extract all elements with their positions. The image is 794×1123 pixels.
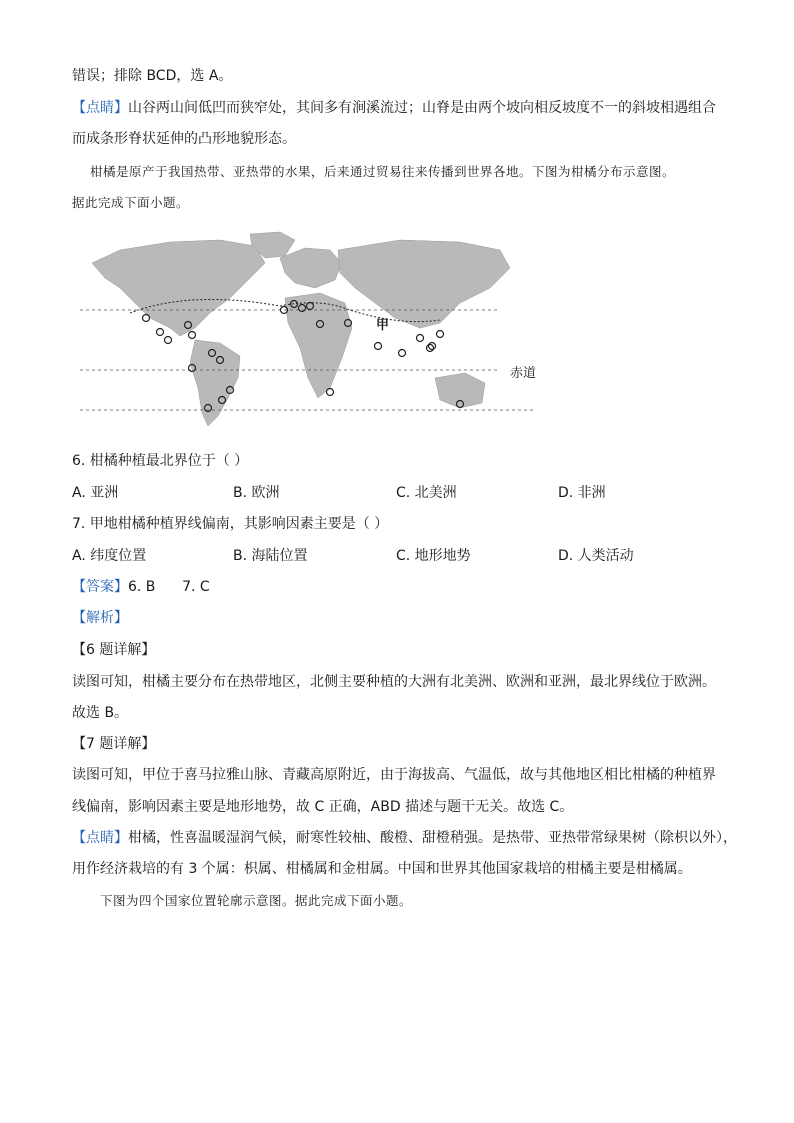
marker <box>327 389 334 396</box>
q7-option-b: B. 海陆位置 <box>233 548 308 564</box>
marker <box>399 350 406 357</box>
intro-next: 下图为四个国家位置轮廓示意图。据此完成下面小题。 <box>100 893 413 908</box>
tip2-p2: 用作经济栽培的有 3 个属：枳属、柑橘属和金柑属。中国和世界其他国家栽培的柑橘主要是柑橘属。 <box>72 861 692 877</box>
tip-line-2: 而成条形脊状延伸的凸形地貌形态。 <box>72 131 296 147</box>
q6-option-b: B. 欧洲 <box>233 485 280 501</box>
q7-option-c: C. 地形地势 <box>396 548 471 564</box>
q6-option-a: A. 亚洲 <box>72 485 119 501</box>
d7-tag: 【7 题详解】 <box>72 736 156 752</box>
intro-line-2: 据此完成下面小题。 <box>72 195 190 210</box>
q7-stem: 7. 甲地柑橘种植界线偏南，其影响因素主要是（ ） <box>72 516 389 532</box>
answer-text: 6. B 7. C <box>128 579 210 595</box>
marker <box>165 337 172 344</box>
marker <box>437 331 444 338</box>
marker <box>429 343 436 350</box>
q6-option-d: D. 非洲 <box>558 485 606 501</box>
q6-stem: 6. 柑橘种植最北界位于（ ） <box>72 453 249 469</box>
d6-p1: 读图可知，柑橘主要分布在热带地区，北侧主要种植的大洲有北美洲、欧洲和亚洲，最北界线位于欧洲。 <box>72 674 716 690</box>
q6-option-c: C. 北美洲 <box>396 485 457 501</box>
europe <box>280 248 342 288</box>
tip-text: 山谷两山间低凹而狭窄处，其间多有涧溪流过；山脊是由两个坡向相反坡度不一的斜坡相遇组合 <box>128 100 716 116</box>
asia <box>338 240 510 328</box>
tip2-tag: 【点睛】 <box>72 830 128 846</box>
tip2-line-1 <box>72 829 737 847</box>
text-line-1: 错误；排除 BCD，选 A。 <box>72 68 233 84</box>
d7-p1: 读图可知，甲位于喜马拉雅山脉、青藏高原附近，由于海拔高、气温低，故与其他地区相比柑橘的种植界 <box>72 767 716 783</box>
marker <box>427 345 434 352</box>
citrus-distribution-map <box>80 228 536 438</box>
continents <box>92 232 510 426</box>
d6-tag: 【6 题详解】 <box>72 642 156 658</box>
tip2-p1: 柑橘，性喜温暖湿润气候，耐寒性较柚、酸橙、甜橙稍强。是热带、亚热带常绿果树（除枳以外）， <box>128 830 737 846</box>
australia <box>435 373 485 408</box>
marker <box>143 315 150 322</box>
d7-p2: 线偏南，影响因素主要是地形地势，故 C 正确，ABD 描述与题干无关。故选 C。 <box>72 799 574 815</box>
marker <box>157 329 164 336</box>
label-equator: 赤道 <box>510 366 537 381</box>
world-map-svg <box>80 228 536 438</box>
marker <box>375 343 382 350</box>
q7-option-d: D. 人类活动 <box>558 548 634 564</box>
answer-line <box>72 578 210 596</box>
africa <box>285 293 352 398</box>
analysis-tag: 【解析】 <box>72 610 128 626</box>
tip-line-1 <box>72 99 716 117</box>
d6-p2: 故选 B。 <box>72 705 129 721</box>
tip-tag: 【点睛】 <box>72 100 128 116</box>
marker <box>189 332 196 339</box>
label-jia: 甲 <box>376 318 390 333</box>
q7-option-a: A. 纬度位置 <box>72 548 147 564</box>
answer-tag: 【答案】 <box>72 579 128 595</box>
north-america <box>92 240 265 336</box>
intro-line-1: 柑橘是原产于我国热带、亚热带的水果，后来通过贸易往来传播到世界各地。下图为柑橘分布示意图。 <box>90 164 676 179</box>
marker <box>417 335 424 342</box>
